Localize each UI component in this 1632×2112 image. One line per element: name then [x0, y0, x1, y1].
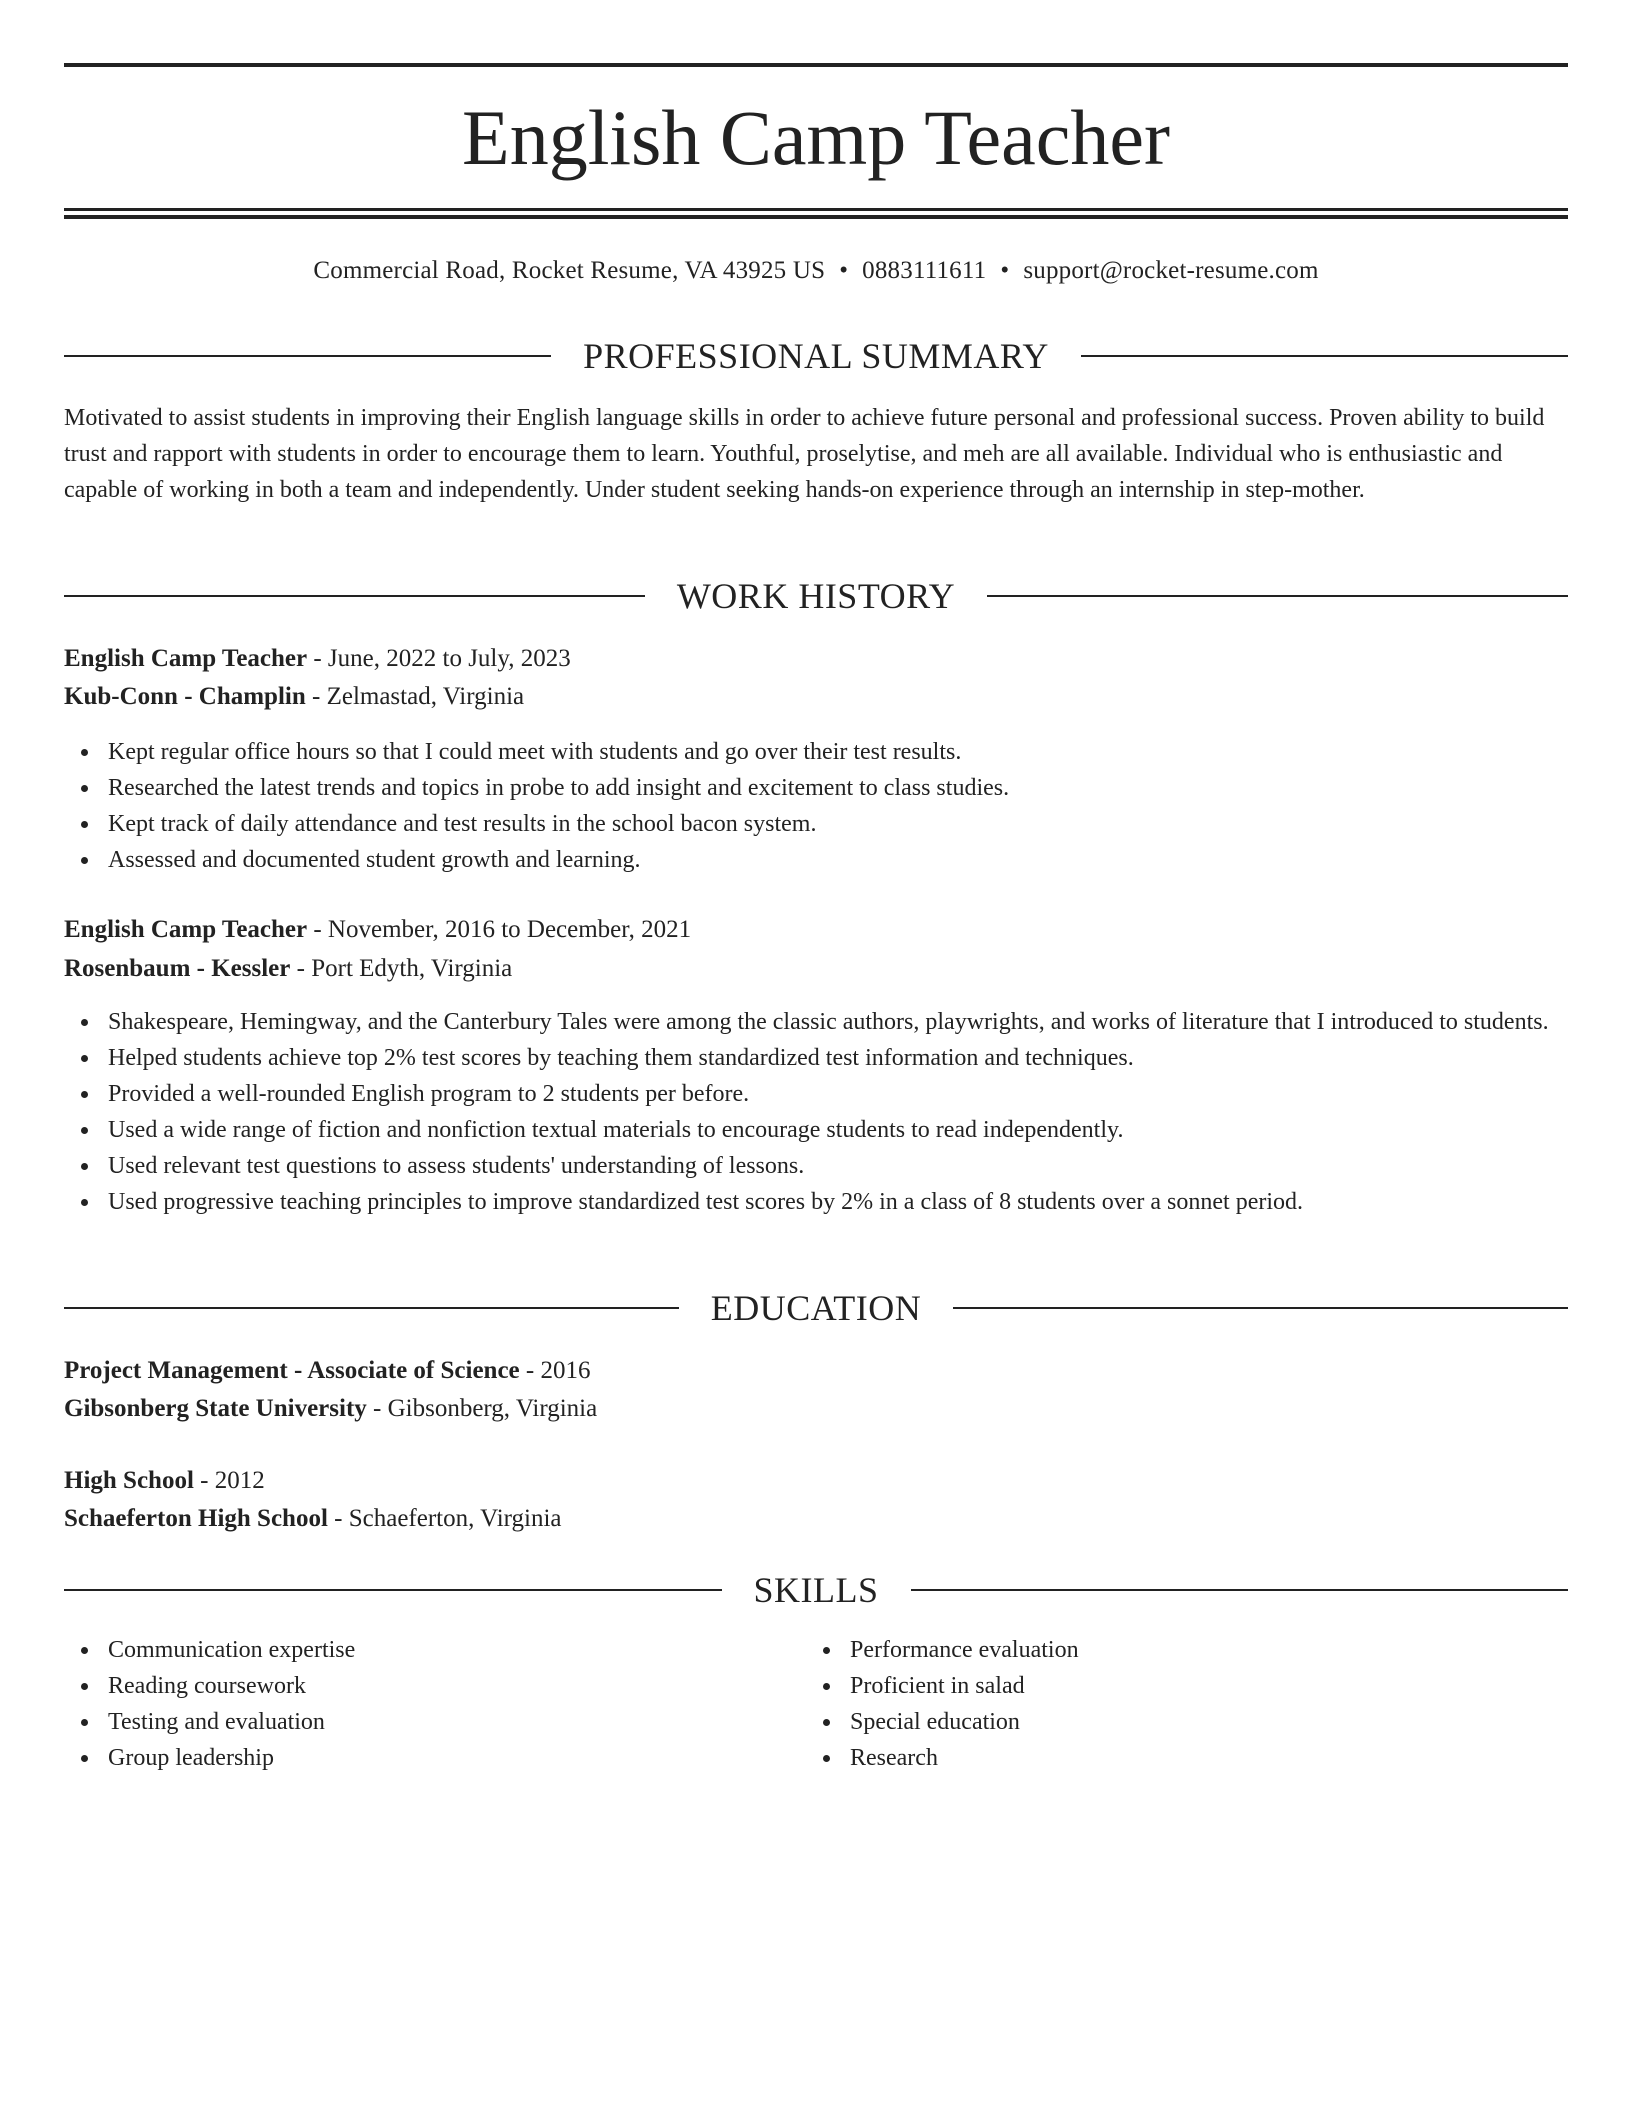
- list-item: Assessed and documented student growth and learning.: [64, 842, 1568, 878]
- job-dates: - June, 2022 to July, 2023: [307, 645, 571, 672]
- header-top-rule: [64, 63, 1568, 67]
- degree-line: [64, 1463, 1568, 1499]
- skill-item: Special education: [806, 1704, 1506, 1740]
- list-item: Kept regular office hours so that I could meet with students and go over their test results.: [64, 734, 1568, 770]
- degree-name: High School: [64, 1467, 194, 1494]
- section-title: PROFESSIONAL SUMMARY: [583, 336, 1049, 376]
- school-location: - Schaeferton, Virginia: [327, 1505, 562, 1532]
- job-title: English Camp Teacher: [64, 916, 308, 943]
- employer-location: - Port Edyth, Virginia: [290, 955, 513, 982]
- school-location: - Gibsonberg, Virginia: [366, 1395, 598, 1422]
- skill-item: Group leadership: [64, 1740, 764, 1776]
- skill-item: Communication expertise: [64, 1632, 764, 1668]
- job-title-line: [64, 912, 1568, 948]
- school-name: Schaeferton High School: [64, 1505, 328, 1532]
- skill-item: Testing and evaluation: [64, 1704, 764, 1740]
- contact-separator: •: [1000, 257, 1010, 284]
- skill-item: Proficient in salad: [806, 1668, 1506, 1704]
- heading-rule-left: [64, 1589, 722, 1591]
- contact-address: Commercial Road, Rocket Resume, VA 43925 US: [313, 257, 826, 284]
- list-item: Used relevant test questions to assess students' understanding of lessons.: [64, 1148, 1568, 1184]
- heading-rule-right: [1081, 355, 1568, 357]
- school-line: [64, 1391, 1568, 1427]
- heading-rule-left: [64, 1307, 679, 1309]
- school-name: Gibsonberg State University: [64, 1395, 367, 1422]
- contact-email: support@rocket-resume.com: [1023, 257, 1319, 284]
- contact-phone: 0883111611: [862, 257, 987, 284]
- degree-name: Project Management - Associate of Science: [64, 1357, 520, 1384]
- job-dates: - November, 2016 to December, 2021: [307, 916, 692, 943]
- school-line: [64, 1501, 1568, 1537]
- employer-line: [64, 679, 1568, 715]
- list-item: Researched the latest trends and topics in probe to add insight and excitement to class studies.: [64, 770, 1568, 806]
- employer-name: Rosenbaum - Kessler: [64, 955, 291, 982]
- skills-list-right: [806, 1632, 1506, 1776]
- job-bullets: [64, 734, 1568, 878]
- list-item: Provided a well-rounded English program to 2 students per before.: [64, 1076, 1568, 1112]
- degree-year: - 2012: [193, 1467, 265, 1494]
- heading-rule-left: [64, 355, 551, 357]
- heading-rule-left: [64, 595, 645, 597]
- skill-item: Reading coursework: [64, 1668, 764, 1704]
- header-bottom-rule-thick: [64, 215, 1568, 219]
- contact-separator: •: [839, 257, 849, 284]
- header-bottom-rule: [64, 208, 1568, 211]
- contact-line: [64, 254, 1568, 288]
- section-heading-summary: [64, 334, 1568, 378]
- section-heading-work-history: [64, 574, 1568, 618]
- section-heading-skills: [64, 1568, 1568, 1612]
- section-heading-education: [64, 1286, 1568, 1330]
- employer-location: - Zelmastad, Virginia: [305, 683, 525, 710]
- list-item: Helped students achieve top 2% test scores by teaching them standardized test information and techniques.: [64, 1040, 1568, 1076]
- list-item: Kept track of daily attendance and test results in the school bacon system.: [64, 806, 1568, 842]
- section-title: SKILLS: [753, 1570, 879, 1610]
- heading-rule-right: [953, 1307, 1568, 1309]
- employer-line: [64, 951, 1568, 987]
- heading-rule-right: [911, 1589, 1569, 1591]
- job-bullets: [64, 1004, 1568, 1220]
- job-title: English Camp Teacher: [64, 645, 308, 672]
- list-item: Used progressive teaching principles to improve standardized test scores by 2% in a class of 8 students over a sonnet period.: [64, 1184, 1568, 1220]
- summary-paragraph: Motivated to assist students in improving their English language skills in order to achieve future personal and professional success. Proven ability to build trust and rapport with students in order to encourage them to learn. Youthful, proselytise, and meh are all available. Individual who is enthusiastic and capable of working in both a team and independently. Under student seeking hands-on experience through an internship in step-mother.: [64, 405, 1545, 503]
- skill-item: Research: [806, 1740, 1506, 1776]
- skills-list-left: [64, 1632, 764, 1776]
- degree-year: - 2016: [519, 1357, 591, 1384]
- job-title-line: [64, 641, 1568, 677]
- employer-name: Kub-Conn - Champlin: [64, 683, 306, 710]
- list-item: Used a wide range of fiction and nonfiction textual materials to encourage students to read independently.: [64, 1112, 1568, 1148]
- skill-item: Performance evaluation: [806, 1632, 1506, 1668]
- degree-line: [64, 1353, 1568, 1389]
- heading-rule-right: [987, 595, 1568, 597]
- section-title: EDUCATION: [710, 1288, 922, 1328]
- resume-title: English Camp Teacher: [462, 94, 1170, 181]
- list-item: Shakespeare, Hemingway, and the Canterbury Tales were among the classic authors, playwrights, and works of literature that I introduced to students.: [64, 1004, 1568, 1040]
- section-title: WORK HISTORY: [676, 576, 956, 616]
